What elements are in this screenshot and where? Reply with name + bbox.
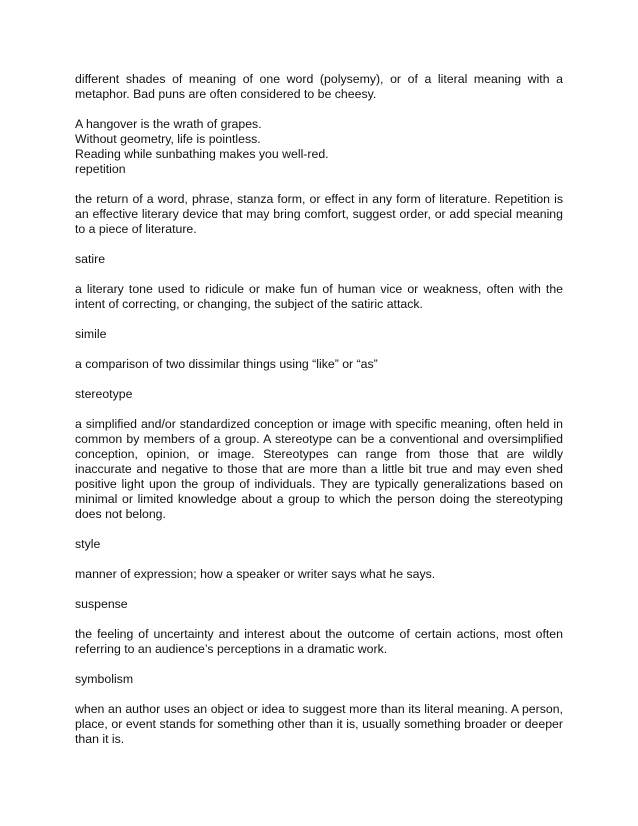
glossary-definition: when an author uses an object or idea to suggest more than its literal meaning. A person, place, or event stands for something other than it is, usually something broader or deeper than it is. [75,702,563,746]
glossary-term: repetition [75,162,126,176]
glossary-definition: manner of expression; how a speaker or writer says what he says. [75,567,436,581]
document-page [75,72,563,747]
glossary-term: style [75,537,101,551]
glossary-definition: the feeling of uncertainty and interest about the outcome of certain actions, most often referring to an audience’s perceptions in a dramatic work. [75,627,563,656]
glossary-term: satire [75,252,106,266]
intro-continuation: different shades of meaning of one word (polysemy), or of a literal meaning with a metaphor. Bad puns are often considered to be cheesy. [75,72,563,101]
glossary-entry-suspense [75,597,563,657]
glossary-entry-simile [75,327,563,372]
glossary-entry-style [75,537,563,582]
glossary-entry-stereotype [75,387,563,522]
glossary-definition: the return of a word, phrase, stanza form, or effect in any form of literature. Repetition is an effective literary device that may bring comfort, suggest order, or add special meaning to a piece of literature. [75,192,563,236]
pun-example: A hangover is the wrath of grapes. [75,117,262,131]
glossary-definition: a simplified and/or standardized conception or image with specific meaning, often held in common by members of a group. A stereotype can be a conventional and oversimplified conception, opinion, or image. Stereotypes can range from those that are wildly inaccurate and negative to those that are more than a little bit true and may even shed positive light upon the group of individuals. They are typically generalizations based on minimal or limited knowledge about a group to which the person doing the stereotyping does not belong. [75,417,563,521]
glossary-entry-satire [75,252,563,312]
glossary-term: simile [75,327,107,341]
glossary-term: symbolism [75,672,134,686]
glossary-entry-repetition [75,162,563,237]
pun-example: Reading while sunbathing makes you well-red. [75,147,329,161]
glossary-entry-symbolism [75,672,563,747]
glossary-term: suspense [75,597,128,611]
pun-examples [75,117,563,162]
glossary-definition: a comparison of two dissimilar things using “like” or “as” [75,357,378,371]
glossary-term: stereotype [75,387,133,401]
glossary-definition: a literary tone used to ridicule or make fun of human vice or weakness, often with the intent of correcting, or changing, the subject of the satiric attack. [75,282,563,311]
pun-example: Without geometry, life is pointless. [75,132,261,146]
